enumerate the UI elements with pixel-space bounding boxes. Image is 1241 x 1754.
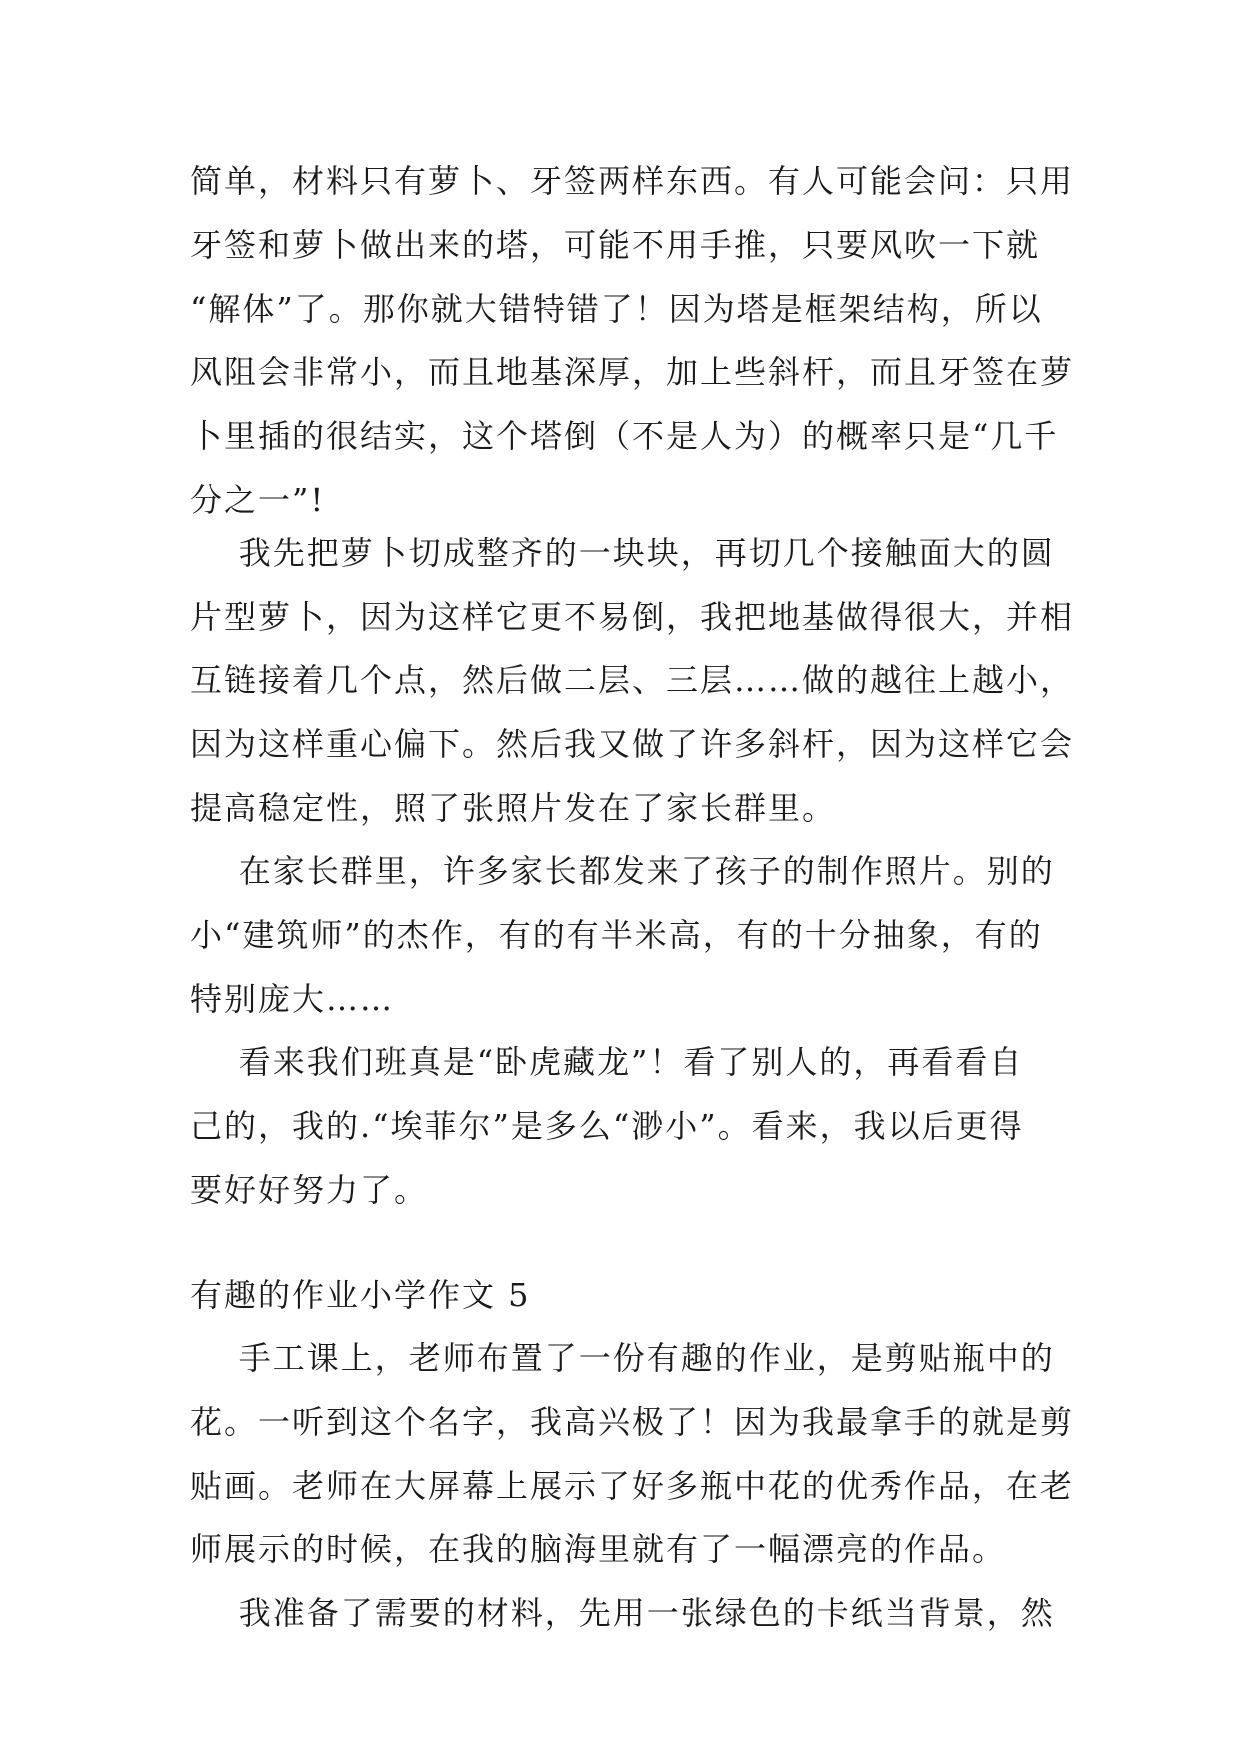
paragraph-first-line: 我准备了需要的材料，先用一张绿色的卡纸当背景，然 [190,1594,1055,1632]
text-line: 花。一听到这个名字，我高兴极了！因为我最拿手的就是剪 [190,1403,1075,1441]
text-line: 贴画。老师在大屏幕上展示了好多瓶中花的优秀作品，在老 [190,1467,1075,1505]
text-line: 提高稳定性，照了张照片发在了家长群里。 [190,789,837,827]
paragraph-first-line: 看来我们班真是“卧虎藏龙”！看了别人的，再看看自 [190,1043,1024,1081]
text-line: 小“建筑师”的杰作，有的有半米高，有的十分抽象，有的 [190,916,1043,954]
text-line: 师展示的时候，在我的脑海里就有了一幅漂亮的作品。 [190,1530,1007,1568]
text-line: 因为这样重心偏下。然后我又做了许多斜杆，因为这样它会 [190,725,1075,763]
text-line: 分之一”! [190,481,326,519]
text-line: 要好好努力了。 [190,1171,429,1209]
text-line: 互链接着几个点，然后做二层、三层……做的越往上越小， [190,661,1075,699]
paragraph-first-line: 在家长群里，许多家长都发来了孩子的制作照片。别的 [190,852,1055,890]
text-line: 牙签和萝卜做出来的塔，可能不用手推，只要风吹一下就 [190,226,1041,264]
text-line: 片型萝卜，因为这样它更不易倒，我把地基做得很大，并相 [190,598,1075,636]
section-title: 有趣的作业小学作文 5 [190,1276,531,1314]
paragraph-first-line: 手工课上，老师布置了一份有趣的作业，是剪贴瓶中的 [190,1339,1055,1377]
paragraph-first-line: 我先把萝卜切成整齐的一块块，再切几个接触面大的圆 [190,534,1055,572]
text-line: 风阻会非常小，而且地基深厚，加上些斜杆，而且牙签在萝 [190,353,1075,391]
text-line: 己的，我的.“埃菲尔”是多么“渺小”。看来，我以后更得 [190,1107,1024,1145]
text-line: “解体”了。那你就大错特错了！因为塔是框架结构，所以 [190,290,1043,328]
text-line: 简单，材料只有萝卜、牙签两样东西。有人可能会问：只用 [190,162,1075,200]
text-line: 卜里插的很结实，这个塔倒（不是人为）的概率只是“几千 [190,417,1059,455]
text-line: 特别庞大…… [190,980,395,1018]
